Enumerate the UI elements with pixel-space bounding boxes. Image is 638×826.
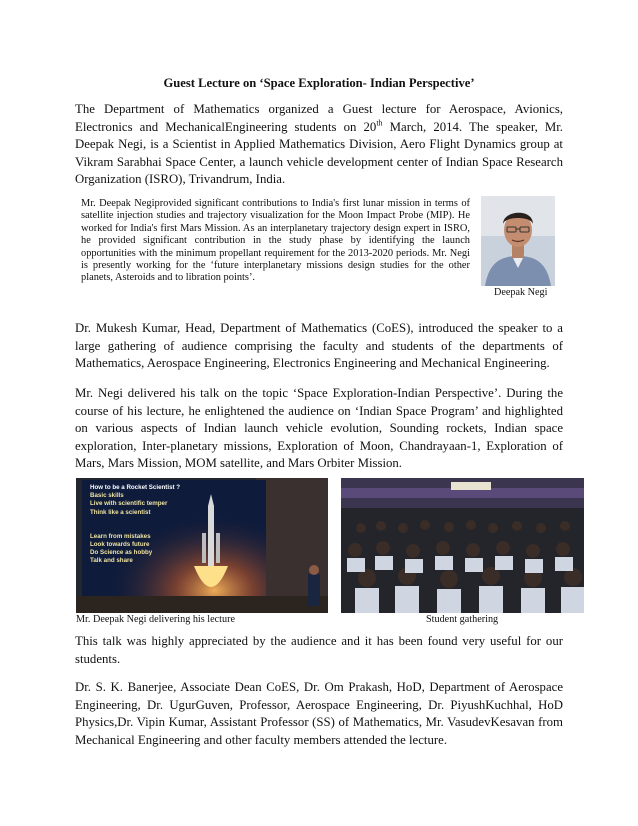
- talk-topics-paragraph: Mr. Negi delivered his talk on the topic ‘Space Exploration-Indian Perspective’. During the course of his lecture, he enlightened the audience on ‘Indian Space Program’ and highlighted on various aspects of Indian launch vehicle evolution, Sounding rockets, Indian space exploration, Inter-planetary missions, Exploration of Moon, Chandrayaan-1, Exploration of Mars, Mars Mission, MOM satellite, and Mars Orbiter Mission.: [75, 386, 563, 471]
- appreciation-paragraph: This talk was highly appreciated by the audience and it has been found very useful for our students.: [75, 634, 563, 666]
- intro-text-start: The Department of Mathematics organized a Guest lecture for Aerospace, Avionics, Electronics and MechanicalEngineering students on 20: [75, 102, 563, 134]
- audience-photo: [341, 478, 584, 613]
- speaker-portrait: [481, 196, 555, 286]
- slide-bullet: Do Science as hobby: [90, 549, 153, 557]
- speaker-bio: Mr. Deepak Negiprovided significant contributions to India's first lunar mission in terms of satellite injection studies and trajectory visualization for the Moon Impact Probe (MIP). He worked for India's first Mars Mission. As an interplanetary trajectory design expert in ISRO, he provided significant contribution in the study phase by identifying the launch opportunities with the minimum propellant requirement for the 2013-2020 periods. Mr. Negi is presently working for the ‘future interplanetary missions design studies for the other planets, Asteroids and to libration points’.: [81, 198, 470, 284]
- attendees-paragraph: Dr. S. K. Banerjee, Associate Dean CoES, Dr. Om Prakash, HoD, Department of Aerospace Engineering, Dr. UgurGuven, Professor, Aerospace Engineering, Dr. PiyushKuchhal, HoD Physics,Dr. Vipin Kumar, Assistant Professor (SS) of Mathematics, Mr. VasudevKesavan from Mechanical Engineering and other faculty members attended the lecture.: [75, 680, 563, 747]
- intro-text-end: March, 2014. The speaker, Mr. Deepak Negi, is a Scientist in Applied Mathematics Division, Aero Flight Dynamics group at Vikram Sarabhai Space Center, a launch vehicle development center of Indian Space Research Organization (ISRO), Trivandrum, India.: [75, 119, 563, 187]
- slide-text: [90, 484, 200, 566]
- slide-bullet: Talk and share: [90, 557, 133, 565]
- lecture-photo-caption: Mr. Deepak Negi delivering his lecture: [76, 614, 235, 625]
- audience-photo-caption: Student gathering: [426, 614, 499, 625]
- date-superscript: th: [376, 118, 383, 128]
- portrait-caption: Deepak Negi: [494, 287, 548, 298]
- intro-paragraph: [75, 101, 563, 189]
- slide-heading: How to be a Rocket Scientist ?: [90, 484, 181, 491]
- slide-bullet: Learn from mistakes: [90, 532, 151, 540]
- slide-bullet: Basic skills: [90, 492, 124, 500]
- slide-bullet: Think like a scientist: [90, 508, 151, 516]
- document-title: Guest Lecture on ‘Space Exploration- Indian Perspective’: [163, 76, 475, 90]
- slide-bullet: Look towards future: [90, 541, 150, 549]
- audience-scene-graphic: [341, 478, 584, 613]
- slide-bullet: Live with scientific temper: [90, 500, 168, 508]
- lecture-photo: [76, 478, 328, 613]
- speaker-introduction-paragraph: Dr. Mukesh Kumar, Head, Department of Mathematics (CoES), introduced the speaker to a large gathering of audience comprising the faculty and students of the departments of Mathematics, Aerospace Engineering, Electronics Engineering and Mechanical Engineering.: [75, 321, 563, 371]
